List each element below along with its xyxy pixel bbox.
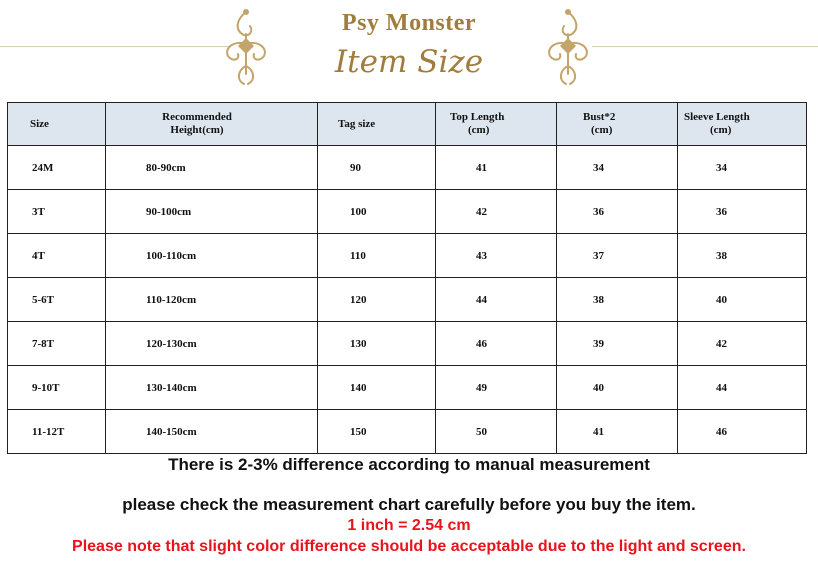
cell-tag-size: 120 xyxy=(318,278,436,322)
cell-height: 100-110cm xyxy=(106,234,318,278)
cell-sleeve-length: 38 xyxy=(678,234,807,278)
column-header-height: Recommended Height(cm) xyxy=(106,103,318,146)
cell-top-length: 41 xyxy=(436,146,557,190)
check-chart-note: please check the measurement chart carefully before you buy the item. xyxy=(122,495,696,514)
cell-bust: 38 xyxy=(557,278,678,322)
column-header-top-length: Top Length (cm) xyxy=(436,103,557,146)
cell-height: 80-90cm xyxy=(106,146,318,190)
cell-bust: 39 xyxy=(557,322,678,366)
column-header-tag-size: Tag size xyxy=(318,103,436,146)
cell-size: 7-8T xyxy=(8,322,106,366)
table-row xyxy=(8,322,807,366)
cell-sleeve-length: 44 xyxy=(678,366,807,410)
cell-size: 4T xyxy=(8,234,106,278)
cell-size: 5-6T xyxy=(8,278,106,322)
cell-bust: 37 xyxy=(557,234,678,278)
cell-tag-size: 150 xyxy=(318,410,436,454)
cell-tag-size: 100 xyxy=(318,190,436,234)
cell-size: 11-12T xyxy=(8,410,106,454)
color-difference-note: Please note that slight color difference should be acceptable due to the light and screen. xyxy=(72,538,746,555)
cell-top-length: 46 xyxy=(436,322,557,366)
table-row xyxy=(8,410,807,454)
table-row xyxy=(8,190,807,234)
table-header-row xyxy=(8,103,807,146)
cell-size: 9-10T xyxy=(8,366,106,410)
cell-height: 110-120cm xyxy=(106,278,318,322)
cell-top-length: 49 xyxy=(436,366,557,410)
cell-sleeve-length: 42 xyxy=(678,322,807,366)
page-subtitle: Item Size xyxy=(334,44,484,80)
cell-top-length: 42 xyxy=(436,190,557,234)
measurement-difference-note: There is 2-3% difference according to manual measurement xyxy=(168,455,650,474)
brand-title: Psy Monster xyxy=(341,10,477,36)
column-header-bust: Bust*2 (cm) xyxy=(557,103,678,146)
cell-bust: 41 xyxy=(557,410,678,454)
cell-bust: 36 xyxy=(557,190,678,234)
cell-top-length: 50 xyxy=(436,410,557,454)
cell-sleeve-length: 40 xyxy=(678,278,807,322)
cell-tag-size: 110 xyxy=(318,234,436,278)
cell-tag-size: 90 xyxy=(318,146,436,190)
table-row xyxy=(8,234,807,278)
table-row xyxy=(8,366,807,410)
cell-bust: 40 xyxy=(557,366,678,410)
column-header-sleeve-length: Sleeve Length (cm) xyxy=(678,103,807,146)
cell-top-length: 44 xyxy=(436,278,557,322)
size-chart-table xyxy=(7,102,807,454)
cell-size: 24M xyxy=(8,146,106,190)
cell-size: 3T xyxy=(8,190,106,234)
cell-height: 140-150cm xyxy=(106,410,318,454)
cell-top-length: 43 xyxy=(436,234,557,278)
table-row xyxy=(8,278,807,322)
cell-sleeve-length: 36 xyxy=(678,190,807,234)
column-header-size: Size xyxy=(8,103,106,146)
cell-tag-size: 140 xyxy=(318,366,436,410)
cell-height: 130-140cm xyxy=(106,366,318,410)
cell-bust: 34 xyxy=(557,146,678,190)
cell-height: 90-100cm xyxy=(106,190,318,234)
table-row xyxy=(8,146,807,190)
cell-sleeve-length: 46 xyxy=(678,410,807,454)
inch-conversion-note: 1 inch = 2.54 cm xyxy=(347,517,471,534)
cell-height: 120-130cm xyxy=(106,322,318,366)
cell-sleeve-length: 34 xyxy=(678,146,807,190)
cell-tag-size: 130 xyxy=(318,322,436,366)
